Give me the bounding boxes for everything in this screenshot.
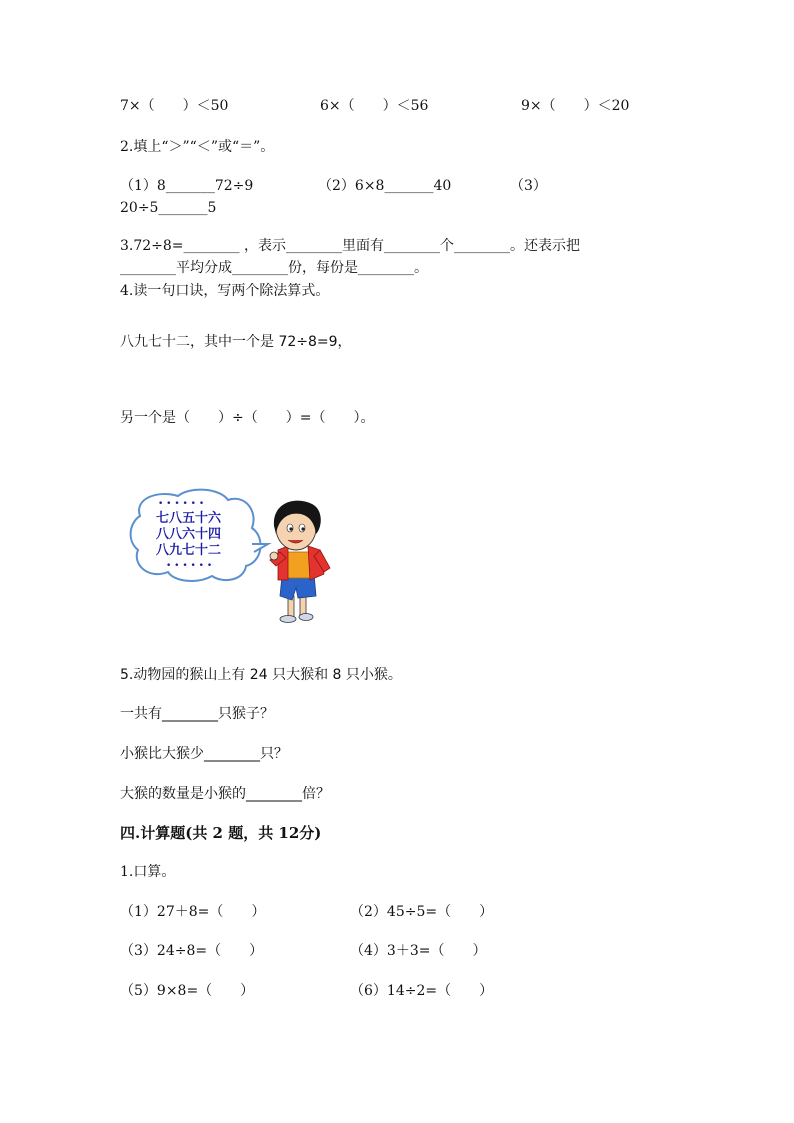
q5-question-b: 小猴比大猴少________只？ (120, 746, 288, 762)
q2-title: 2.填上“＞”“＜”或“＝”。 (120, 139, 275, 155)
q3-line-1: 3.72÷8=________ ，表示________里面有________个________。还表示把 (120, 238, 580, 254)
q4-title: 4.读一句口诀，写两个除法算式。 (120, 283, 330, 299)
q2-item-3: （3） (510, 178, 547, 194)
q5-question-c: 大猴的数量是小猴的________倍？ (120, 786, 330, 802)
bubble-line-3: 八九七十二 (156, 543, 222, 558)
q3-line-2: ________平均分成________份，每份是________。 (120, 260, 428, 276)
inequality-2: 6×（ ）＜56 (320, 98, 429, 114)
q5-title: 5.动物园的猴山上有 24 只大猴和 8 只小猴。 (120, 667, 402, 683)
oral-calc-5: （5）9×8=（ ） (120, 983, 255, 999)
section-4-q1-title: 1.口算。 (120, 864, 176, 880)
bubble-line-1: 七八五十六 (156, 511, 222, 526)
q4-line-1: 八九七十二，其中一个是 72÷8=9， (120, 334, 352, 350)
q2-item-3-cont: 20÷5_______5 (120, 200, 217, 216)
bubble-line-2: 八八六十四 (156, 527, 222, 542)
boy-figure (270, 501, 330, 623)
oral-calc-6: （6）14÷2=（ ） (350, 983, 494, 999)
q2-item-2: （2）6×8_______40 (318, 178, 452, 194)
bubble-dots-top: • • • • • • (158, 499, 205, 509)
q2-item-1: （1）8_______72÷9 (120, 178, 254, 194)
boy-speech-illustration (128, 488, 338, 628)
section-4-heading: 四.计算题(共 2 题，共 12分) (120, 824, 322, 842)
oral-calc-4: （4）3＋3=（ ） (350, 943, 487, 959)
oral-calc-3: （3）24÷8=（ ） (120, 943, 264, 959)
oral-calc-1: （1）27＋8=（ ） (120, 904, 266, 920)
inequality-1: 7×（ ）＜50 (120, 98, 229, 114)
bubble-dots-bottom: • • • • • • (166, 561, 213, 571)
inequality-3: 9×（ ）＜20 (521, 98, 630, 114)
oral-calc-2: （2）45÷5=（ ） (350, 904, 494, 920)
q5-question-a: 一共有________只猴子？ (120, 706, 274, 722)
q4-line-2: 另一个是（ ）÷（ ）=（ ）。 (120, 410, 375, 426)
